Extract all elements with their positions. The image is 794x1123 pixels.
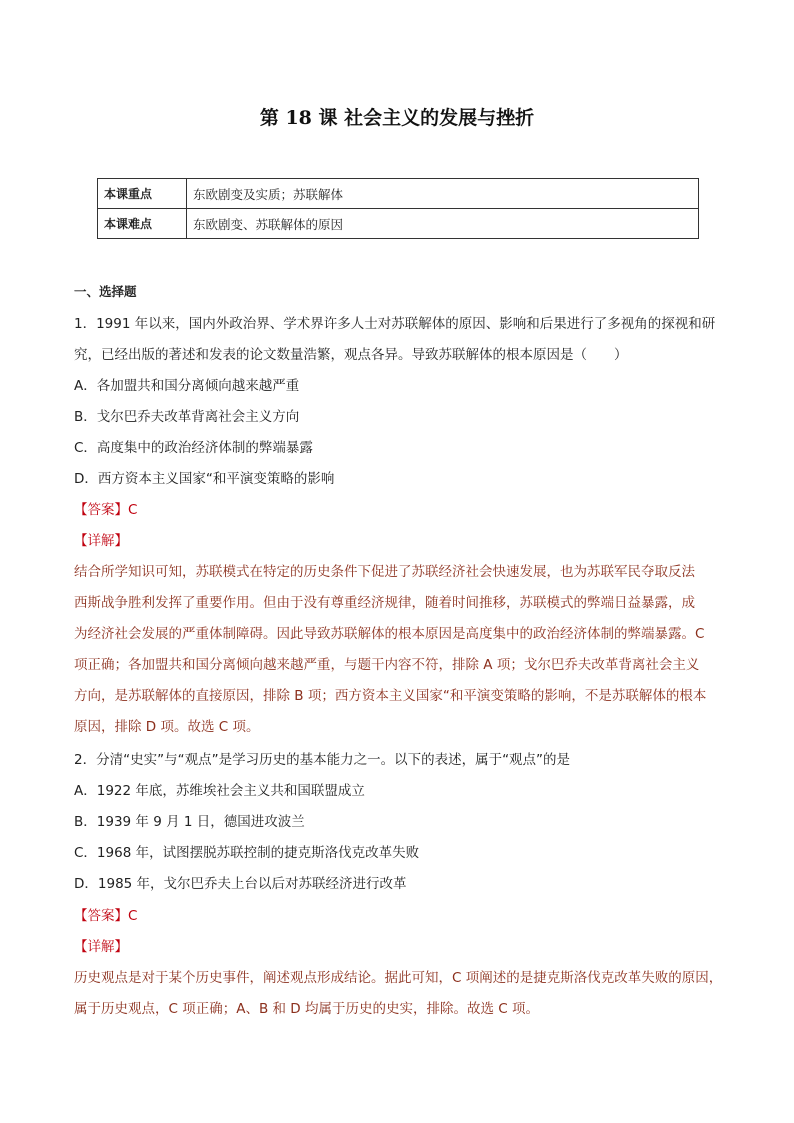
question-2-detail-label: 【详解】 (74, 939, 128, 955)
question-1-explanation-line: 为经济社会发展的严重体制障碍。因此导致苏联解体的根本原因是高度集中的政治经济体制的弊端暴露。C (74, 626, 705, 642)
table-row (98, 179, 699, 209)
key-point-value: 东欧剧变及实质；苏联解体 (187, 179, 699, 209)
difficulty-label: 本课难点 (98, 209, 187, 239)
question-1-option-c: C．高度集中的政治经济体制的弊端暴露 (74, 440, 313, 456)
question-1-option-b: B．戈尔巴乔夫改革背离社会主义方向 (74, 409, 300, 425)
question-2-option-a: A．1922 年底，苏维埃社会主义共和国联盟成立 (74, 783, 365, 799)
question-2-explanation-line: 历史观点是对于某个历史事件，阐述观点形成结论。据此可知，C 项阐述的是捷克斯洛伐克改革失败的原因， (74, 970, 723, 986)
question-1-explanation-line: 方向，是苏联解体的直接原因，排除 B 项；西方资本主义国家“和平演变策略的影响，不是苏联解体的根本 (74, 688, 707, 704)
question-2-option-c: C．1968 年，试图摆脱苏联控制的捷克斯洛伐克改革失败 (74, 845, 420, 861)
question-1-explanation-line: 西斯战争胜利发挥了重要作用。但由于没有尊重经济规律，随着时间推移，苏联模式的弊端日益暴露，成 (74, 595, 695, 611)
page-title: 第 18 课 社会主义的发展与挫折 (259, 107, 535, 129)
question-2-stem-line-1: 2．分清“史实”与“观点”是学习历史的基本能力之一。以下的表述，属于“观点”的是 (74, 752, 571, 768)
question-2-explanation-line: 属于历史观点，C 项正确；A、B 和 D 均属于历史的史实，排除。故选 C 项。 (74, 1001, 539, 1017)
key-point-label: 本课重点 (98, 179, 187, 209)
question-1-explanation-line: 项正确；各加盟共和国分离倾向越来越严重，与题干内容不符，排除 A 项；戈尔巴乔夫改革背离社会主义 (74, 657, 700, 673)
section-heading: 一、选择题 (74, 284, 137, 299)
question-1-stem-line-1: 1．1991 年以来，国内外政治界、学术界许多人士对苏联解体的原因、影响和后果进行了多视角的探视和研 (74, 316, 716, 332)
question-1-explanation-line: 原因，排除 D 项。故选 C 项。 (74, 719, 260, 735)
question-1-option-a: A．各加盟共和国分离倾向越来越严重 (74, 378, 300, 394)
question-1-answer: 【答案】C (74, 502, 138, 518)
question-1-stem-line-2: 究，已经出版的著述和发表的论文数量浩繁，观点各异。导致苏联解体的根本原因是（ ） (74, 347, 628, 363)
question-1-option-d: D．西方资本主义国家“和平演变策略的影响 (74, 471, 335, 487)
question-1-explanation-line: 结合所学知识可知，苏联模式在特定的历史条件下促进了苏联经济社会快速发展，也为苏联军民夺取反法 (74, 564, 695, 580)
question-2-answer: 【答案】C (74, 908, 138, 924)
question-1-detail-label: 【详解】 (74, 533, 128, 549)
table-row (98, 209, 699, 239)
difficulty-value: 东欧剧变、苏联解体的原因 (187, 209, 699, 239)
question-2-option-b: B．1939 年 9 月 1 日，德国进攻波兰 (74, 814, 305, 830)
key-points-table (97, 178, 699, 239)
question-2-option-d: D．1985 年，戈尔巴乔夫上台以后对苏联经济进行改革 (74, 876, 407, 892)
